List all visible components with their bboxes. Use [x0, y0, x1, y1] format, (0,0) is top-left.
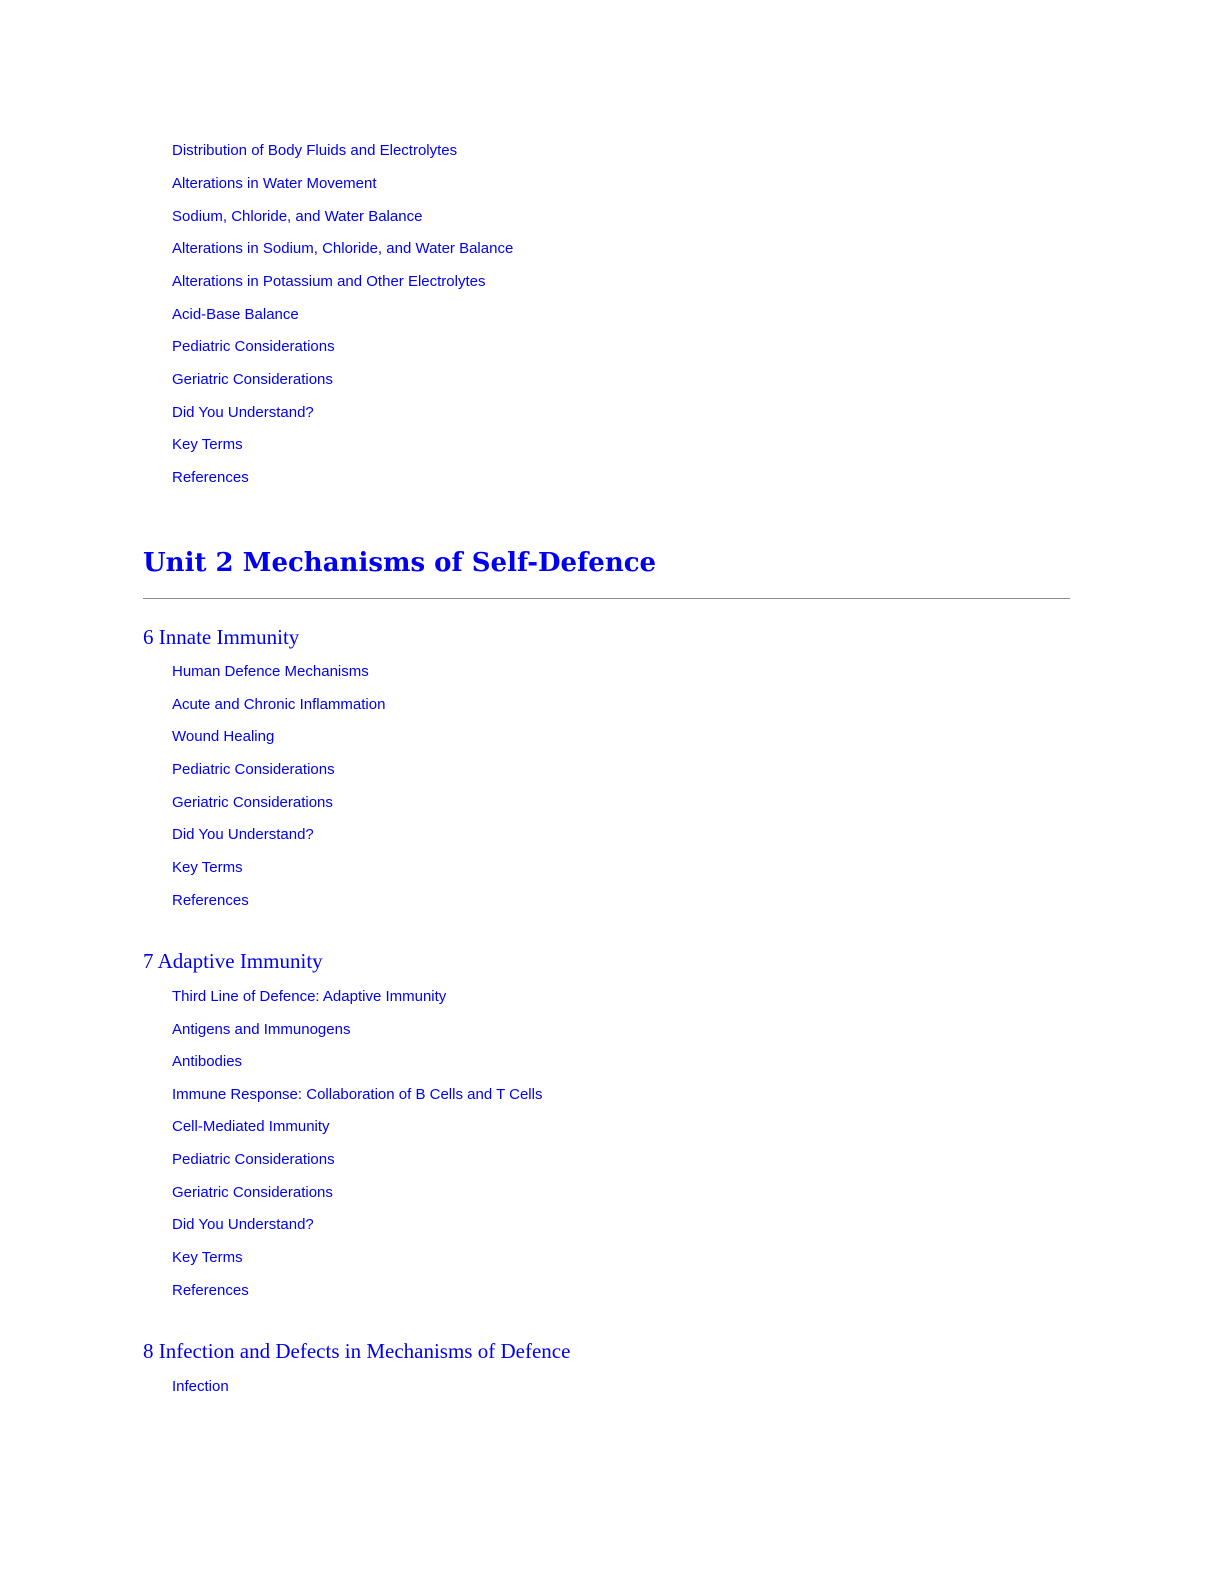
toc-link-pediatric-considerations[interactable]: Pediatric Considerations: [172, 761, 335, 778]
toc-link-references[interactable]: References: [172, 892, 249, 909]
toc-link-pediatric-considerations[interactable]: Pediatric Considerations: [172, 338, 335, 355]
toc-link-acute-chronic-inflammation[interactable]: Acute and Chronic Inflammation: [172, 696, 386, 713]
toc-link-did-you-understand[interactable]: Did You Understand?: [172, 1216, 314, 1233]
section-divider: [143, 598, 1070, 599]
unit-title[interactable]: Unit 2 Mechanisms of Self-Defence: [143, 548, 657, 578]
toc-link-did-you-understand[interactable]: Did You Understand?: [172, 404, 314, 421]
toc-link-geriatric-considerations[interactable]: Geriatric Considerations: [172, 371, 333, 388]
toc-link-alterations-potassium[interactable]: Alterations in Potassium and Other Electrolytes: [172, 273, 486, 290]
toc-link-key-terms[interactable]: Key Terms: [172, 859, 243, 876]
toc-link-pediatric-considerations[interactable]: Pediatric Considerations: [172, 1151, 335, 1168]
toc-link-antibodies[interactable]: Antibodies: [172, 1053, 243, 1070]
toc-link-alterations-in-water-movement[interactable]: Alterations in Water Movement: [172, 175, 377, 192]
toc-link-distribution-of-body-fluids[interactable]: Distribution of Body Fluids and Electrolytes: [172, 142, 458, 159]
toc-link-references[interactable]: References: [172, 1282, 249, 1299]
toc-link-references[interactable]: References: [172, 469, 249, 486]
toc-link-antigens-immunogens[interactable]: Antigens and Immunogens: [172, 1021, 351, 1038]
toc-link-geriatric-considerations[interactable]: Geriatric Considerations: [172, 1184, 333, 1201]
toc-link-geriatric-considerations[interactable]: Geriatric Considerations: [172, 794, 333, 811]
toc-link-immune-response[interactable]: Immune Response: Collaboration of B Cells and T Cells: [172, 1086, 543, 1103]
chapter-title-7[interactable]: 7 Adaptive Immunity: [143, 949, 323, 973]
toc-link-wound-healing[interactable]: Wound Healing: [172, 728, 275, 745]
toc-link-key-terms[interactable]: Key Terms: [172, 1249, 243, 1266]
chapter-title-6[interactable]: 6 Innate Immunity: [143, 625, 300, 649]
chapter-title-8[interactable]: 8 Infection and Defects in Mechanisms of Defence: [143, 1339, 571, 1363]
toc-link-infection[interactable]: Infection: [172, 1378, 229, 1395]
toc-link-human-defence-mechanisms[interactable]: Human Defence Mechanisms: [172, 663, 369, 680]
toc-link-sodium-chloride-water-balance[interactable]: Sodium, Chloride, and Water Balance: [172, 208, 423, 225]
toc-link-alterations-sodium-chloride-water[interactable]: Alterations in Sodium, Chloride, and Water Balance: [172, 240, 514, 257]
toc-link-did-you-understand[interactable]: Did You Understand?: [172, 826, 314, 843]
toc-link-key-terms[interactable]: Key Terms: [172, 436, 243, 453]
toc-link-third-line-of-defence[interactable]: Third Line of Defence: Adaptive Immunity: [172, 988, 447, 1005]
toc-link-cell-mediated-immunity[interactable]: Cell-Mediated Immunity: [172, 1118, 330, 1135]
toc-link-acid-base-balance[interactable]: Acid-Base Balance: [172, 306, 299, 323]
